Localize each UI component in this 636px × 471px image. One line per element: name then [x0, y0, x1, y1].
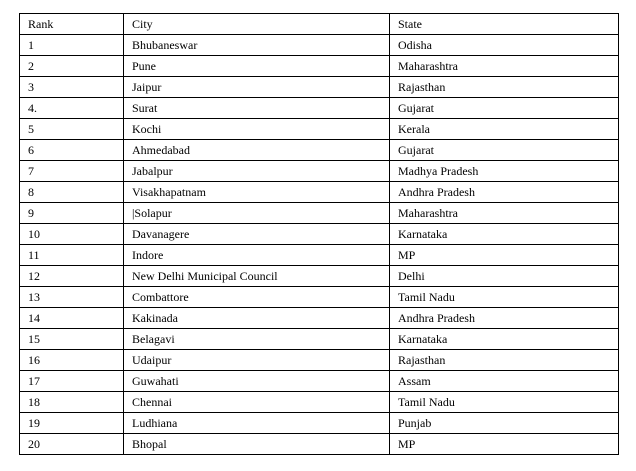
state-cell: Maharashtra	[390, 56, 619, 77]
table-row	[20, 56, 619, 77]
rank-cell: 14	[20, 308, 124, 329]
city-cell: Ludhiana	[124, 413, 390, 434]
table-row	[20, 329, 619, 350]
city-cell: Udaipur	[124, 350, 390, 371]
table-row	[20, 287, 619, 308]
rank-cell: 10	[20, 224, 124, 245]
table-row	[20, 35, 619, 56]
state-cell: Tamil Nadu	[390, 392, 619, 413]
city-cell: Ahmedabad	[124, 140, 390, 161]
state-cell: Maharashtra	[390, 203, 619, 224]
state-cell: Andhra Pradesh	[390, 182, 619, 203]
city-cell: Bhubaneswar	[124, 35, 390, 56]
state-cell: Odisha	[390, 35, 619, 56]
table-row	[20, 308, 619, 329]
rank-cell: 4.	[20, 98, 124, 119]
state-cell: Karnataka	[390, 224, 619, 245]
rank-cell: 19	[20, 413, 124, 434]
city-cell: Surat	[124, 98, 390, 119]
table-row	[20, 434, 619, 455]
table-row	[20, 203, 619, 224]
city-cell: Indore	[124, 245, 390, 266]
rank-cell: 2	[20, 56, 124, 77]
city-cell: Davanagere	[124, 224, 390, 245]
state-cell: Assam	[390, 371, 619, 392]
city-cell: |Solapur	[124, 203, 390, 224]
rank-cell: 20	[20, 434, 124, 455]
table-row	[20, 98, 619, 119]
rank-cell: 11	[20, 245, 124, 266]
city-cell: Combattore	[124, 287, 390, 308]
city-cell: Belagavi	[124, 329, 390, 350]
city-cell: Pune	[124, 56, 390, 77]
city-cell: Kochi	[124, 119, 390, 140]
state-cell: Tamil Nadu	[390, 287, 619, 308]
state-cell: Andhra Pradesh	[390, 308, 619, 329]
state-column-header: State	[390, 14, 619, 35]
table-header	[20, 14, 619, 35]
table-row	[20, 245, 619, 266]
rank-cell: 5	[20, 119, 124, 140]
rank-cell: 7	[20, 161, 124, 182]
table-row	[20, 371, 619, 392]
city-cell: Bhopal	[124, 434, 390, 455]
city-cell: Kakinada	[124, 308, 390, 329]
table-body	[20, 35, 619, 455]
city-cell: Guwahati	[124, 371, 390, 392]
rank-cell: 6	[20, 140, 124, 161]
table-row	[20, 392, 619, 413]
state-cell: Delhi	[390, 266, 619, 287]
state-cell: Rajasthan	[390, 350, 619, 371]
state-cell: Gujarat	[390, 140, 619, 161]
state-cell: Madhya Pradesh	[390, 161, 619, 182]
rank-cell: 13	[20, 287, 124, 308]
state-cell: MP	[390, 245, 619, 266]
state-cell: Rajasthan	[390, 77, 619, 98]
table-row	[20, 161, 619, 182]
table-row	[20, 413, 619, 434]
table-row	[20, 224, 619, 245]
rank-cell: 18	[20, 392, 124, 413]
city-cell: New Delhi Municipal Council	[124, 266, 390, 287]
state-cell: Gujarat	[390, 98, 619, 119]
table-row	[20, 182, 619, 203]
table-row	[20, 266, 619, 287]
rank-cell: 8	[20, 182, 124, 203]
table-row	[20, 77, 619, 98]
city-cell: Chennai	[124, 392, 390, 413]
rank-cell: 16	[20, 350, 124, 371]
city-cell: Jaipur	[124, 77, 390, 98]
state-cell: MP	[390, 434, 619, 455]
rank-cell: 12	[20, 266, 124, 287]
rank-cell: 9	[20, 203, 124, 224]
city-cell: Visakhapatnam	[124, 182, 390, 203]
table-row	[20, 140, 619, 161]
rank-cell: 17	[20, 371, 124, 392]
state-cell: Karnataka	[390, 329, 619, 350]
city-ranking-table	[19, 13, 619, 455]
rank-column-header: Rank	[20, 14, 124, 35]
rank-cell: 1	[20, 35, 124, 56]
table-row	[20, 119, 619, 140]
city-cell: Jabalpur	[124, 161, 390, 182]
state-cell: Punjab	[390, 413, 619, 434]
rank-cell: 15	[20, 329, 124, 350]
city-column-header: City	[124, 14, 390, 35]
state-cell: Kerala	[390, 119, 619, 140]
city-ranking-table-container	[19, 13, 619, 455]
rank-cell: 3	[20, 77, 124, 98]
header-row	[20, 14, 619, 35]
table-row	[20, 350, 619, 371]
